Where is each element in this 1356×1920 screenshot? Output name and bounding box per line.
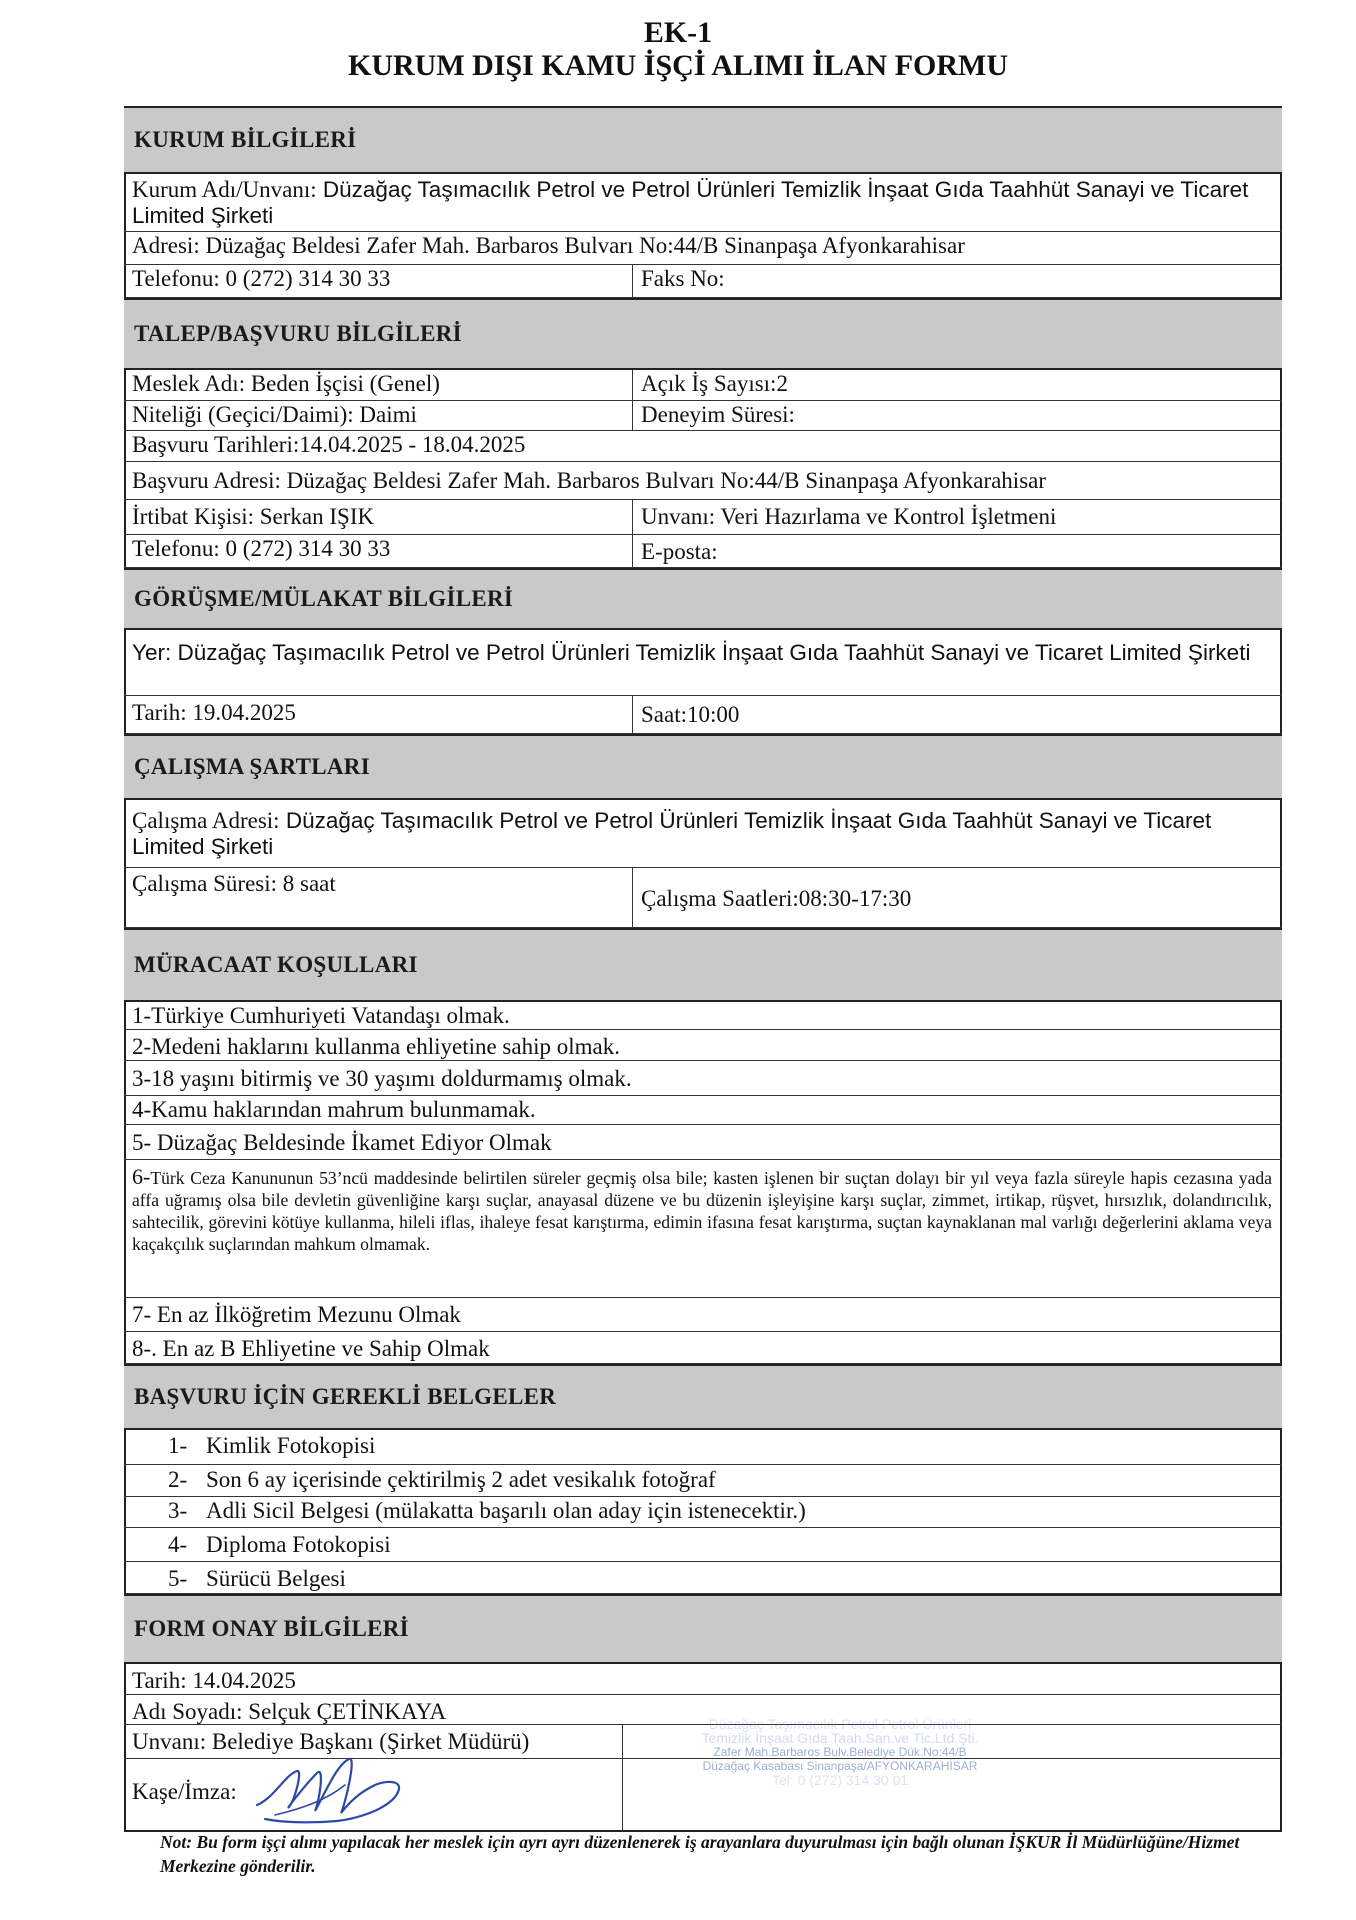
belge-item-2-text: Son 6 ay içerisinde çektirilmiş 2 adet vesikalık fotoğraf (206, 1467, 716, 1492)
section-header-onay: FORM ONAY BİLGİLERİ (124, 1594, 1282, 1664)
document-title (0, 16, 1356, 82)
onay-kase-imza: Kaşe/İmza: (124, 1759, 623, 1832)
company-stamp (640, 1717, 1040, 1807)
irtibat-unvani: Unvanı: Veri Hazırlama ve Kontrol İşletmeni (632, 500, 1282, 534)
kurum-address-row (124, 232, 1282, 265)
form-title: KURUM DIŞI KAMU İŞÇİ ALIMI İLAN FORMU (347, 49, 1009, 82)
talep-row-5 (124, 500, 1282, 535)
muracaat-row-2 (124, 1030, 1282, 1061)
belge-item-3-number: 3- (168, 1498, 188, 1523)
footnote (160, 1830, 1260, 1878)
kurum-fax: Faks No: (632, 265, 1282, 297)
kurum-name-cell (132, 177, 1274, 229)
calisma-adres-label: Çalışma Adresi: (132, 808, 280, 833)
talep-eposta: E-posta: (632, 535, 1282, 567)
calisma-adres-value: Düzağaç Taşımacılık Petrol ve Petrol Ürünleri Temizlik İnşaat Gıda Taahhüt Sanayi ve Ticaret Limited Şirketi (132, 808, 1212, 859)
muracaat-row-4 (124, 1096, 1282, 1125)
belge-row-5 (124, 1562, 1282, 1594)
talep-row-4 (124, 462, 1282, 500)
muracaat-item-1: 1-Türkiye Cumhuriyeti Vatandaşı olmak. (132, 1003, 510, 1028)
stamp-line-5: Tel: 0 (272) 314 30 01 (771, 1772, 909, 1788)
calisma-adres-cell (132, 808, 1274, 860)
stamp-line-4: Düzağaç Kasabası Sinanpaşa/AFYONKARAHİSAR (702, 1759, 978, 1773)
kurum-name-row (124, 174, 1282, 232)
onay-adi-soyadi: Adı Soyadı: Selçuk ÇETİNKAYA (132, 1699, 447, 1724)
belge-item-1 (168, 1433, 375, 1459)
belge-item-5-text: Sürücü Belgesi (206, 1566, 346, 1591)
footnote-label: Not: (160, 1832, 193, 1852)
muracaat-item-2: 2-Medeni haklarını kullanma ehliyetine sahip olmak. (132, 1034, 620, 1059)
belge-row-1 (124, 1430, 1282, 1465)
onay-row-1 (124, 1664, 1282, 1695)
section-header-belgeler: BAŞVURU İÇİN GEREKLİ BELGELER (124, 1364, 1282, 1430)
belge-row-2 (124, 1465, 1282, 1497)
kurum-phone: Telefonu: 0 (272) 314 30 33 (132, 266, 391, 291)
calisma-suresi: Çalışma Süresi: 8 saat (132, 871, 336, 896)
gorusme-yer-row (124, 630, 1282, 696)
belge-item-2-number: 2- (168, 1467, 188, 1492)
muracaat-item-8: 8-. En az B Ehliyetine ve Sahip Olmak (132, 1336, 490, 1361)
belge-item-4-text: Diploma Fotokopisi (206, 1532, 391, 1557)
acik-is-sayisi: Açık İş Sayısı:2 (632, 370, 1282, 400)
muracaat-item-6-number: 6- (132, 1164, 151, 1189)
kurum-name-label: Kurum Adı/Unvanı: (132, 177, 317, 202)
basvuru-adresi: Başvuru Adresi: Düzağaç Beldesi Zafer Mah. Barbaros Bulvarı No:44/B Sinanpaşa Afyonkarahisar (132, 468, 1047, 493)
belge-item-5-number: 5- (168, 1566, 188, 1591)
gorusme-saat: Saat:10:00 (632, 696, 1282, 733)
niteligi: Niteliği (Geçici/Daimi): Daimi (132, 402, 417, 427)
gorusme-tarih: Tarih: 19.04.2025 (132, 700, 296, 725)
footnote-text: Bu form işçi alımı yapılacak her meslek için ayrı ayrı düzenlenerek iş arayanlara duyurulması için bağlı olunan İŞKUR İl Müdürlüğüne/Hizmet Merkezine gönderilir. (160, 1832, 1240, 1876)
onay-unvani: Unvanı: Belediye Başkanı (Şirket Müdürü) (124, 1725, 623, 1758)
belge-item-2 (168, 1467, 716, 1493)
section-header-kurum: KURUM BİLGİLERİ (124, 106, 1282, 174)
belge-item-4-number: 4- (168, 1532, 188, 1557)
muracaat-item-4: 4-Kamu haklarından mahrum bulunmamak. (132, 1097, 536, 1122)
belge-item-1-number: 1- (168, 1433, 188, 1458)
kurum-address: Adresi: Düzağaç Beldesi Zafer Mah. Barbaros Bulvarı No:44/B Sinanpaşa Afyonkarahisar (132, 233, 965, 258)
belge-item-3 (168, 1498, 806, 1524)
belge-item-4 (168, 1532, 391, 1558)
muracaat-row-1 (124, 1002, 1282, 1030)
muracaat-item-6 (132, 1166, 1272, 1255)
section-header-talep: TALEP/BAŞVURU BİLGİLERİ (124, 298, 1282, 370)
calisma-adres-row (124, 800, 1282, 868)
muracaat-item-3: 3-18 yaşını bitirmiş ve 30 yaşımı doldurmamış olmak. (132, 1066, 632, 1091)
belge-item-5 (168, 1566, 346, 1592)
talep-row-6 (124, 535, 1282, 568)
kurum-name-value: Düzağaç Taşımacılık Petrol ve Petrol Ürünleri Temizlik İnşaat Gıda Taahhüt Sanayi ve Ticaret Limited Şirketi (132, 177, 1249, 228)
section-header-gorusme: GÖRÜŞME/MÜLAKAT BİLGİLERİ (124, 568, 1282, 630)
talep-row-1 (124, 370, 1282, 401)
stamp-line-3: Zafer Mah.Barbaros Bulv.Belediye Dük.No:44/B (713, 1745, 967, 1759)
belge-item-1-text: Kimlik Fotokopisi (206, 1433, 376, 1458)
calisma-sure-row (124, 868, 1282, 928)
gorusme-time-row (124, 696, 1282, 734)
annex-label: EK-1 (643, 16, 713, 49)
muracaat-item-5: 5- Düzağaç Beldesinde İkamet Ediyor Olmak (132, 1130, 552, 1155)
gorusme-yer-value: Düzağaç Taşımacılık Petrol ve Petrol Ürünleri Temizlik İnşaat Gıda Taahhüt Sanayi ve Ticaret Limited Şirketi (177, 640, 1251, 665)
deneyim-suresi: Deneyim Süresi: (632, 401, 1282, 430)
muracaat-row-6 (124, 1160, 1282, 1298)
kurum-phone-row (124, 265, 1282, 298)
irtibat-kisisi: İrtibat Kişisi: Serkan IŞIK (132, 504, 375, 529)
talep-row-2 (124, 401, 1282, 431)
muracaat-item-7: 7- En az İlköğretim Mezunu Olmak (132, 1302, 461, 1327)
belge-row-4 (124, 1528, 1282, 1562)
calisma-saatleri: Çalışma Saatleri:08:30-17:30 (632, 868, 1282, 927)
belge-item-3-text: Adli Sicil Belgesi (mülakatta başarılı olan aday için istenecektir.) (206, 1498, 806, 1523)
belge-row-3 (124, 1497, 1282, 1528)
muracaat-row-5 (124, 1125, 1282, 1160)
muracaat-row-8 (124, 1332, 1282, 1364)
talep-telefon: Telefonu: 0 (272) 314 30 33 (132, 536, 391, 561)
gorusme-yer-label: Yer: (132, 640, 172, 665)
signature-image (245, 1745, 415, 1835)
muracaat-item-6-text: Türk Ceza Kanununun 53’ncü maddesinde belirtilen süreler geçmiş olsa bile; kasten işlenen bir suçtan dolayı bir yıl veya fazla süreyle hapis cezasına yada affa uğramış olsa bile devletin güvenliğine karşı suçlar, anayasal düzene ve bu düzenin işleyişine karşı suçlar, zimmet, irtikap, rüşvet, hırsızlık, dolandırıcılık, sahtecilik, görevini kötüye kullanma, hileli iflas, ihaleye fesat karıştırma, edimin ifasına fesat karıştırma, suçtan kaynaklanan mal varlığı değerlerini aklama veya kaçakçılık suçlarından mahkum olmamak. (132, 1168, 1272, 1254)
muracaat-row-3 (124, 1061, 1282, 1096)
basvuru-tarihleri: Başvuru Tarihleri:14.04.2025 - 18.04.2025 (132, 432, 526, 457)
talep-row-3 (124, 431, 1282, 462)
muracaat-row-7 (124, 1298, 1282, 1332)
stamp-line-2: Temizlik İnşaat Gıda Taah.San.ve Tic.Ltd.Şti. (701, 1730, 979, 1746)
stamp-line-1: Düzağaç Taşımacılık Petrol Petrol Ürünleri (708, 1716, 972, 1732)
meslek-adi: Meslek Adı: Beden İşçisi (Genel) (132, 371, 440, 396)
onay-tarih: Tarih: 14.04.2025 (132, 1668, 296, 1693)
gorusme-yer-cell (132, 640, 1274, 666)
section-header-calisma: ÇALIŞMA ŞARTLARI (124, 734, 1282, 800)
section-header-muracaat: MÜRACAAT KOŞULLARI (124, 928, 1282, 1002)
